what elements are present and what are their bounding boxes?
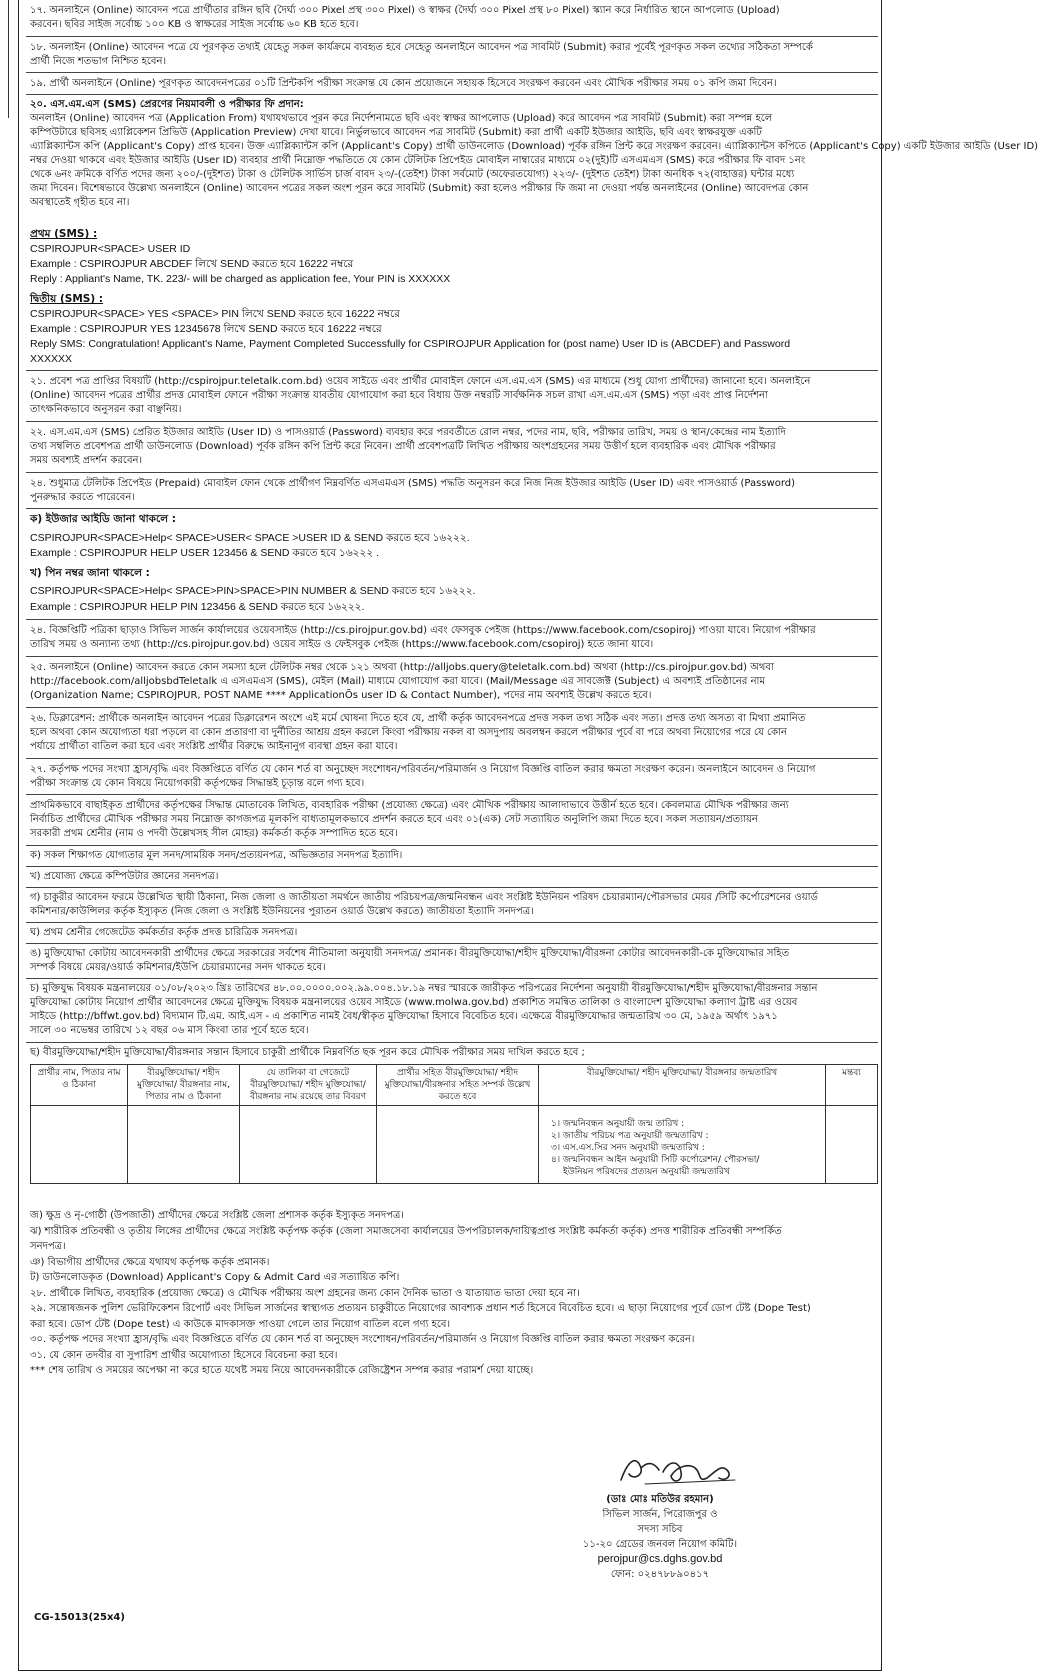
doc-item-ka: [30, 849, 876, 863]
signature-icon: [615, 1450, 755, 1490]
divider: [26, 36, 878, 37]
divider: [26, 922, 878, 923]
divider: [26, 619, 878, 620]
text-line: ক) সকল শিক্ষাগত যোগ্যতার মূল সনদ/সাময়িক সনদ/প্রত্যয়নপত্র, অভিজ্ঞতার সনদপত্র ইত্যাদি।: [30, 850, 403, 861]
divider: [26, 887, 878, 888]
item-19: [30, 77, 876, 91]
text-line: করবেন। ছবির সাইজ সর্বোচ্চ ১০০ KB ও স্বাক্ষরের সাইজ সর্বোচ্চ ৬০ KB হতে হবে।: [30, 19, 359, 30]
section-heading: ২০. এস.এম.এস (SMS) প্রেরণের নিয়মাবলী ও পরীক্ষার ফি প্রদান:: [30, 99, 304, 110]
doc-item-uma: [30, 947, 876, 975]
text-line: সালে ৩০ নভেম্বর তারিখে ১২ বছর ০৬ মাস কিংবা তার পূর্বে হতে হবে।: [30, 1025, 309, 1036]
divider: [26, 472, 878, 473]
text-line: ২১. প্রবেশ পত্র প্রাপ্তির বিষয়টি (http://cspirojpur.teletalk.com.bd) ওয়েব সাইডে এবং প্রার্থীর মোবাইল ফোনে এস.এম.এস (SMS) এর মাধ্যমে (শুধু যোগ্য প্রার্থীদের) জানানো হবে। অনলাইনে: [30, 376, 811, 387]
signature-block: [560, 1492, 760, 1582]
divider: [26, 656, 878, 657]
doc-item-kha: [30, 870, 876, 884]
text-line: প্রাথমিকভাবে বাছাইকৃত প্রার্থীদের কর্তৃপক্ষের সিদ্ধান্ত মোতাবেক লিখিত, ব্যবহারিক পরীক্ষা (প্রযোজ্য ক্ষেত্রে) এবং মৌখিক পরীক্ষায় আলাদাভাবে উত্তীর্ন হতে হবে। কেবলমাত্র মৌখিক পরীক্ষার জন্য: [30, 800, 789, 811]
text-line: ১৭. অনলাইনে (Online) আবেদন পত্রে প্রার্থীতার রঙ্গিন ছবি (দৈর্ঘ্য ৩০০ Pixel প্রস্থ ৩০০ Pixel) ও স্বাক্ষর (দৈর্ঘ্য ৩০০ Pixel প্রস্থ ৮০ Pixel) স্ক্যান করে নির্ধারিত স্থানে আপলোড (Upload): [30, 5, 780, 16]
item-21: [30, 375, 876, 417]
sms-format: CSPIROJPUR<SPACE> YES <SPACE> PIN লিখে SEND করতে হবে 16222 নম্বরে: [30, 308, 400, 320]
table-header: প্রার্থীর নাম, পিতার নাম ও ঠিকানা: [31, 1065, 128, 1106]
text-line: ৩১. যে কোন তদবীর বা সুপারিশ প্রার্থীর অযোগ্যতা হিসেবে বিবেচনা করা হবে।: [30, 1349, 338, 1361]
recovery-example: Example : CSPIROJPUR HELP PIN 123456 & SEND করতে হবে ১৬২২২.: [30, 600, 365, 613]
dob-item: ২। জাতীয় পরিচয় পত্র অনুযায়ী জন্মতারিখ :: [551, 1131, 709, 1141]
text-line: অবস্থাতেই গৃহীত হবে না।: [30, 197, 130, 208]
text-line: সম্পর্ক বিষয়ে মেয়র/ওয়ার্ড কমিশনার/ইউপি চেয়ারম্যানের সনদ থাকতে হবে।: [30, 962, 326, 973]
text-line: প্রার্থী নিজে শতভাগ নিশ্চিত হবেন।: [30, 56, 167, 67]
text-line: ১৯. প্রার্থী অনলাইনে (Online) পূরণকৃত আবেদনপত্রের ০১টি প্রিন্টকপি পরীক্ষা সংক্রান্ত যে কোন প্রয়োজনে সহায়ক হিসেবে সংরক্ষণ করবেন এবং মৌখিক পরীক্ষার সময় ০১ কপি জমা দিবেন।: [30, 78, 777, 89]
item-26: [30, 712, 876, 754]
table-header: মন্তব্য: [826, 1065, 878, 1106]
divider: [26, 72, 878, 73]
text-line: হলে অথবা কোন অযোগ্যতা ধরা পড়লে বা কোন প্রতারণা বা দুর্নীতির আশ্রয় গ্রহন করলে কিংবা পরীক্ষায় নকল বা অসদুপায় অবলম্বন করলে পরীক্ষার পূর্বে বা পরে অথবা নিয়োগের পরে যে কোন: [30, 727, 787, 738]
sms-example: Example : CSPIROJPUR YES 12345678 লিখে SEND করতে হবে 16222 নম্বরে: [30, 323, 382, 335]
sms-example: Example : CSPIROJPUR ABCDEF লিখে SEND করতে হবে 16222 নম্বরে: [30, 258, 354, 270]
text-line: অনলাইন (Online) আবেদন পত্র (Application From) যথাযথভাবে পূরন করে নির্দেশনামতে ছবি এবং স্বাক্ষর আপলোড (Upload) করে আবেদন পত্র সাবমিট (Submit) করা সম্পন্ন হলে: [30, 113, 773, 124]
text-line: তারিখ সময় ও অন্যান্য তথ্য (http://cs.pirojpur.gov.bd) ওয়েব সাইড ও ফেইসবুক পেইজ (https://www.facebook.com/csopiroj) হতে জানা যাবে।: [30, 639, 654, 650]
table-cell-empty: [31, 1106, 128, 1184]
table-cell-empty: [826, 1106, 878, 1184]
text-line: ঘ) প্রথম শ্রেনীর গেজেটেড কর্মকর্তার কর্তৃক প্রদত্ত চারিত্রিক সনদপত্র।: [30, 927, 298, 938]
item-17: [30, 4, 876, 32]
text-line: ২৭. কর্তৃপক্ষ পদের সংখ্যা হ্রাস/বৃদ্ধি এবং বিজ্ঞপ্তিতে বর্ণিত যে কোন শর্ত বা অনুচ্ছেদ সংশোধন/পরিবর্তন/পরিমার্জন ও নিয়োগ বিজ্ঞপ্তি বাতিল করার ক্ষমতা সংরক্ষণ করেন। অনলাইনে আবেদন ও নিয়োগ: [30, 764, 816, 775]
signatory-title: সিভিল সার্জন, পিরোজপুর ও: [602, 1509, 718, 1520]
text-line: ১৮. অনলাইন (Online) আবেদন পত্রে যে পূরণকৃত তথ্যই যেহেতু সকল কার্যক্রমে ব্যবহৃত হবে সেহেতু অনলাইনে আবেদন পত্র সাবমিট (Submit) করার পূর্বেই পূরণকৃত সকল তথ্যের সঠিকতা সম্পর্কে: [30, 42, 813, 53]
freedom-fighter-table: [30, 1064, 878, 1184]
recovery-instructions: [30, 512, 876, 615]
contact-phone: ফোন: ০২৪৭৮৮৯০৪১৭: [610, 1569, 710, 1580]
text-line: তাৎক্ষনিকভাবে অনুসরন করা বাঞ্ছনিয়।: [30, 404, 182, 415]
recovery-heading: খ) পিন নম্বর জানা থাকলে :: [30, 566, 150, 579]
text-line: ঙ) মুক্তিযোদ্ধা কোটায় আবেদনকারী প্রার্থীদের ক্ষেত্রে সরকারের সর্বশেষ নীতিমালা অনুযায়ী সনদপত্র/ প্রমানক। বীরমুক্তিযোদ্ধা/শহীদ মুক্তিযোদ্ধা/বীরঙ্গনা কোটার আবেদনকারী-কে মুক্তিযোদ্ধার সহিত: [30, 948, 790, 959]
signatory-name: (ডাঃ মোঃ মতিউর রহমান): [606, 1494, 714, 1505]
divider: [26, 845, 878, 846]
text-line: করা হবে। ডোপ টেষ্ট (Dope test) এ কাউকে মাদকাসক্ত পাওয়া গেলে তার নিয়োগ বাতিল বলে গণ্য হবে।: [30, 1318, 451, 1330]
divider: [26, 943, 878, 944]
text-line: ২৪. বিজ্ঞপ্তিটি পত্রিকা ছাড়াও সিভিল সার্জন কার্যালয়ের ওয়েবসাইড (http://cs.pirojpur.gov.bd) এবং ফেসবুক পেইজ (https://www.facebook.com/csopiroj) পাওয়া যাবে। নিয়োগ পরীক্ষার: [30, 625, 816, 636]
text-line: থেকে ৬নং ক্রমিকে বর্ণিত পদের জন্য ২০০/-(দুইশত) টাকা ও টেলিটক সার্ভিস চার্জ বাবদ ২৩/-(তেইশ) টাকা সর্বমোট (অফেরতযোগ্য) ২২৩/- (দুইশত তেইশ) টাকা অনধিক ৭২(বাহাত্তর) ঘন্টার মধ্যে: [30, 169, 795, 180]
table-header: যে তালিকা বা গেজেটে বীরমুক্তিযোদ্ধা/ শহীদ মুক্তিযোদ্ধা/ বীরঙ্গনার নাম রয়েছে তার বিবরণ: [240, 1065, 377, 1106]
sms-first: [30, 227, 876, 287]
item-22: [30, 426, 876, 468]
text-line: জমা দিবেন। বিশেষভাবে উল্লেখ্য অনলাইনে (Online) আবেদন পত্রের সকল অংশ পূরন করে সাবমিট (Submit) করা হলেও পরীক্ষার ফি জমা না দেওয়া পর্যন্ত অনলাইনের (Online) আবেদপত্র কোন: [30, 183, 809, 194]
text-line: কমিশনার/কাউন্সিলর কর্তৃক ইস্যুকৃত (নিজ জেলা ও সংশ্লিষ্ট ইউনিয়নের পুরাতন ওয়ার্ড উল্লেখ করতে) জাতীয়তা ইত্যাদি সনদপত্র।: [30, 906, 534, 917]
text-line: পরীক্ষা সংক্রান্ত যে কোন বিষয়ে নিয়োগকারী কর্তৃপক্ষের সিদ্ধান্তই চূড়ান্ত বলে গণ্য হবে।: [30, 778, 365, 789]
table-row: [31, 1106, 878, 1184]
sms-second: [30, 292, 876, 367]
text-line: ছ) বীরমুক্তিযোদ্ধা/শহীদ মুক্তিযোদ্ধা/বীরঙ্গনার সন্তান হিসাবে চাকুরী প্রার্থীকে নিম্নবর্ণিত ছক পূরন করে মৌখিক পরীক্ষার সময় দাখিল করতে হবে ;: [30, 1047, 585, 1058]
divider: [26, 1042, 878, 1043]
text-line: জ) ক্ষুদ্র ও নৃ-গোষ্ঠী (উপজাতী) প্রার্থীদের ক্ষেত্রে সংশ্লিষ্ট জেলা প্রশাসক কর্তৃক ইস্যুকৃত সনদপত্র।: [30, 1210, 404, 1221]
contact-email: perojpur@cs.dghs.gov.bd: [597, 1553, 723, 1565]
table-header: প্রার্থীর সহিত বীরমুক্তিযোদ্ধা/ শহীদ মুক্তিযোদ্ধা/বীরঙ্গনার সহিত সম্পর্ক উল্লেখ করতে হবে: [377, 1065, 539, 1106]
text-line: সনদপত্র।: [30, 1241, 66, 1252]
item-24-website: [30, 624, 876, 652]
sms-reply: Reply : Appliant's Name, TK. 223/- will be charged as application fee, Your PIN is XXXXXX: [30, 273, 451, 285]
text-line: (Organization Name; CSPIROJPUR, POST NAME **** ApplicationÕs user ID & Contact Number), পদের নাম অবশ্যই উল্লেখ করতে হবে।: [30, 690, 652, 701]
text-line: পর্যায়ে প্রার্থীতা বাতিল করা হবে এবং সংশ্লিষ্ট প্রার্থীর বিরুদ্ধে আইনানুগ ব্যবস্থা গ্রহন করা যাবে।: [30, 741, 398, 752]
text-line: নির্বাচিত প্রার্থীদের মৌখিক পরীক্ষার সময় নিম্নোক্ত কাগজপত্র মূলকপি বাধ্যতামূলকভাবে প্রদর্শন করতে হবে এবং ০১(এক) সেট সত্যায়িত অনুলিপি জমা দিতে হবে। সকল সত্যায়ন/প্রত্যায়ন: [30, 814, 758, 825]
text-line: ২৪. শুধুমাত্র টেলিটক প্রিপেইড (Prepaid) মোবাইল ফোন থেকে প্রার্থীগণ নিম্নবর্ণিত এসএমএস (SMS) পদ্ধতি অনুসরন করে নিজ নিজ ইউজার আইডি (User ID) এবং পাসওয়ার্ড (Password): [30, 478, 796, 489]
text-line: ২৬. ডিক্লারেশন: প্রার্থীকে অনলাইন আবেদন পত্রের ডিক্লারেশন অংশে এই মর্মে ঘোষনা দিতে হবে যে, প্রার্থী কর্তৃক আবেদনপত্রে প্রদত্ত সকল তথ্য সঠিক এবং সত্য। প্রদত্ত তথ্য অসত্য বা মিথ্যা প্রমানিত: [30, 713, 806, 724]
divider: [26, 421, 878, 422]
table-header-row: [31, 1065, 878, 1106]
table-cell-empty: [128, 1106, 240, 1184]
text-line: ঝ) শারীরিক প্রতিবন্ধী ও তৃতীয় লিঙ্গের প্রার্থীদের ক্ষেত্রে সংশ্লিষ্ট কর্তৃপক্ষ কর্তৃক (জেলা সমাজসেবা কার্যালয়ের উপপরিচালক/দায়িত্বপ্রাপ্ত সংশ্লিষ্ট কর্মকর্তা কর্তৃক) প্রদত্ত শারীরিক প্রতিবন্ধী সম্পর্কিত: [30, 1225, 782, 1237]
dob-item: ইউনিয়ন পরিষদের প্রত্যয়ন অনুযায়ী জন্মতারিখ: [563, 1167, 730, 1177]
sms-heading: প্রথম (SMS) :: [30, 228, 98, 240]
text-line: http://facebook.com/alljobsbdTeletalk এ এসএমএস (SMS), মেইল (Mail) মাধ্যমে যোগাযোগ করা যাবে। (Mail/Message এর সাবজেক্ট (Subject) এ অবশ্যই প্রতিষ্ঠানের নাম: [30, 676, 765, 687]
text-line: নম্বর দেওয়া থাকবে এবং ইউজার আইডি (User ID) ব্যবহার প্রার্থী নিম্নোক্ত পদ্ধতিতে যে কোন টেলিটক প্রিপেইড মোবাইল নাম্বারের মাধ্যমে ০২(দুই)টি এসএমএস (SMS) করে পরীক্ষার ফি বাবদ ১নং: [30, 155, 806, 166]
table-header: বীরমুক্তিযোদ্ধা/ শহীদ মুক্তিযোদ্ধা/ বীরঙ্গনার নাম, পিতার নাম ও ঠিকানা: [128, 1065, 240, 1106]
recovery-format: CSPIROJPUR<SPACE>Help< SPACE>USER< SPACE >USER ID & SEND করতে হবে ১৬২২২.: [30, 531, 470, 544]
doc-item-ga: [30, 891, 876, 919]
doc-item-chha: [30, 1046, 876, 1060]
divider: [26, 370, 878, 371]
text-line: সরকারী প্রথম শ্রেনীর (নাম ও পদবী উল্লেখসহ সীল মোহর) কর্মকর্তা কর্তৃক সম্পাদিত হতে হবে।: [30, 828, 398, 839]
recovery-format: CSPIROJPUR<SPACE>Help< SPACE>PIN>SPACE>PIN NUMBER & SEND করতে হবে ১৬২২২.: [30, 585, 476, 597]
text-line: তথ্য সম্বলিত প্রবেশপত্র প্রার্থী ডাউনলোড (Download) পূর্বক রঙ্গিন কপি প্রিন্ট করে নিবেন। প্রার্থী প্রবেশপত্রটি লিখিত পরীক্ষায় অংশগ্রহনের সময় উত্তীর্ণ হলে ব্যবহারিক এবং মৌখিক পরীক্ষার: [30, 441, 776, 452]
sms-heading: দ্বিতীয় (SMS) :: [30, 293, 103, 305]
recovery-example: Example : CSPIROJPUR HELP USER 123456 & SEND করতে হবে ১৬২২২ .: [30, 547, 379, 559]
sms-format: CSPIROJPUR<SPACE> USER ID: [30, 243, 191, 255]
footer-code: CG-15013(25x4): [34, 1612, 125, 1623]
divider: [26, 978, 878, 979]
margin-line: [8, 0, 9, 118]
item-24-prepaid: [30, 477, 876, 505]
divider: [26, 508, 878, 509]
sms-reply: Reply SMS: Congratulation! Applicant's Name, Payment Completed Successfully for CSPIROJPUR Application for (post name) User ID is (ABCDEF) and Password: [30, 338, 791, 350]
item-25: [30, 661, 876, 703]
selection-paragraph: [30, 799, 876, 841]
item-20: [30, 98, 1038, 210]
text-line: (Online) আবেদন পত্রের প্রার্থীর প্রদত্ত মোবাইল ফোনে পরীক্ষা সংক্রান্ত যাবতীয় যোগাযোগ করা হবে বিধায় উক্ত নম্বরটি সার্বক্ষনিক সচল রাখা এস.এম.এস (SMS) পড়া এবং প্রাপ্ত নির্দেশনা: [30, 390, 768, 401]
text-line: *** শেষ তারিখ ও সময়ের অপেক্ষা না করে হাতে যথেষ্ট সময় নিয়ে আবেদনকারীকে রেজিষ্ট্রেশন সম্পন্ন করার পরামর্শ দেয়া যাচ্ছে।: [30, 1365, 534, 1376]
text-line: ২৯. সন্তোষজনক পুলিশ ভেরিফিকেশন রিপোর্ট এবং সিভিল সার্জনের স্বাস্থ্যগত প্রত্যয়ন চাকুরীতে নিয়োগের আবশ্যক প্রধান শর্ত হিসেবে বিবেচিত হবে। এ ছাড়া নিয়োগের পূর্বে ডোপ টেষ্ট (Dope Test): [30, 1303, 811, 1314]
text-line: গ) চাকুরীর আবেদন ফরমে উল্লেখিত স্থায়ী ঠিকানা, নিজ জেলা ও জাতীয়তা সমর্থনে জাতীয় পরিচয়পত্র/জন্মনিবন্ধন এবং সংশ্লিষ্ট ইউনিয়ন পরিষদ চেয়ারম্যান/পৌরসভার মেয়র /সিটি কর্পোরেশনের ওয়ার্ড: [30, 892, 818, 903]
divider: [26, 707, 878, 708]
text-line: সাইডে (http://bffwt.gov.bd) বিদ্যমান টি.এম. আই.এস - এ প্রকাশিত নামই বৈধ/স্বীকৃত মুক্তিযোদ্ধা হিসাবে বিবেচিত হবে। এক্ষেত্রে বীরমুক্তিযোদ্ধার জন্মতারিখ ৩০ মে, ১৯৫৯ অর্থাৎ ১৯৭১: [30, 1011, 778, 1022]
recovery-heading: ক) ইউজার আইডি জানা থাকলে :: [30, 513, 176, 525]
dob-item: ৪। জন্মনিবন্ধন আইন অনুযায়ী সিটি কর্পোরেশন/ পৌরসভা/: [551, 1155, 760, 1165]
text-line: সময় অবশ্যই প্রদর্শন করবেন।: [30, 455, 143, 466]
text-line: পুনরুদ্ধার করতে পারেবেন।: [30, 492, 135, 503]
item-18: [30, 41, 876, 69]
item-27: [30, 763, 876, 791]
sms-reply: XXXXXX: [30, 353, 73, 365]
dob-list: [539, 1106, 826, 1184]
divider: [26, 866, 878, 867]
doc-item-cha: [30, 982, 876, 1038]
table-cell-empty: [377, 1106, 539, 1184]
text-line: ২৫. অনলাইনে (Online) আবেদন করতে কোন সমস্যা হলে টেলিটক নম্বর থেকে ১২১ অথবা (http://alljobs.query@teletalk.com.bd) অথবা (http://cs.pirojpur.gov.bd) অথবা: [30, 662, 774, 673]
text-line: ২২. এস.এম.এস (SMS) প্রেরিত ইউজার আইডি (User ID) ও পাসওয়ার্ড (Password) ব্যবহার করে পরবর্তীতে রোল নম্বর, পদের নাম, ছবি, পরীক্ষার তারিখ, সময় ও স্থান/কেন্দ্রের নাম ইত্যাদি: [30, 427, 786, 438]
doc-item-gha: [30, 926, 876, 940]
text-line: খ) প্রযোজ্য ক্ষেত্রে কম্পিউটার জ্ঞানের সনদপত্র।: [30, 871, 219, 882]
divider: [26, 758, 878, 759]
remaining-items: [30, 1208, 876, 1379]
text-line: ৩০. কর্তৃপক্ষ পদের সংখ্যা হ্রাস/বৃদ্ধি এবং বিজ্ঞপ্তিতে বর্ণিত যে কোন শর্ত বা অনুচ্ছেদ সংশোধন/পরিবর্তন/পরিমার্জন ও নিয়োগ বিজ্ঞপ্তি বাতিল করার ক্ষমতা সংরক্ষণ করেন।: [30, 1334, 695, 1345]
text-line: কম্পিউটারে ছবিসহ এ্যাপ্লিকেশন প্রিভিউ (Application Preview) দেখা যাবে। নির্ভুলভাবে আবেদন পত্র সাবমিট (Submit) করা প্রার্থী একটি ইউজার আইডি, ছবি এবং স্বাক্ষরযুক্ত একটি: [30, 127, 762, 138]
text-line: চ) মুক্তিযুদ্ধ বিষয়ক মন্ত্রনালয়ের ০১/০৮/২০২৩ খ্রিঃ তারিখের ৪৮.০০.০০০০.০০২.৯৯.০০৪.১৮.১৯ নম্বর স্মারকে জারীকৃত পরিপত্রের নির্দেশনা অনুযায়ী বীরমুক্তিযোদ্ধা/শহীদ মুক্তিযোদ্ধা/বীরঙ্গনার সন্তান: [30, 983, 818, 994]
text-line: এ্যাপ্লিক্যান্টস কপি (Applicant's Copy) প্রাপ্ত হবেন। উক্ত এ্যাপ্লিক্যান্টস কপি (Applicant's Copy) প্রার্থী ডাউনলোড (Download) পূর্বক রঙ্গিন প্রিন্ট করে সংরক্ষণ করবেন। এ্যাপ্লিক্যান্টস কপিতে (Applicant's Copy) একটি ইউজার আইডি (User ID): [30, 141, 1038, 152]
dob-item: ১। জন্মনিবন্ধন অনুযায়ী জন্ম তারিখ :: [551, 1119, 685, 1129]
table-cell-empty: [240, 1106, 377, 1184]
dob-item: ৩। এস.এস.সির সনদ অনুযায়ী জন্মতারিখ :: [551, 1143, 705, 1153]
text-line: ট) ডাউনলোডকৃত (Download) Applicant's Copy & Admit Card এর সত্যায়িত কপি।: [30, 1272, 400, 1283]
text-line: মুক্তিযোদ্ধা কোটায় নিয়োগ প্রার্থীর আবেদনের ক্ষেত্রে মুক্তিযুদ্ধ বিষয়ক মন্ত্রনালয়ের ওয়েব সাইডে (www.molwa.gov.bd) প্রকাশিত সমন্বিত তালিকা ও বাংলাদেশ মুক্তিযোদ্ধা কল্যাণ ট্রাষ্ট এর ওয়েব: [30, 997, 798, 1008]
text-line: ২৮. প্রার্থীকে লিখিত, ব্যবহারিক (প্রয়োজ্য ক্ষেত্রে) ও মৌখিক পরীক্ষায় অংশ গ্রহনের জন্য কোন দৈনিক ভাতা ও যাতায়াত ভাতা দেয়া হবে না।: [30, 1287, 580, 1299]
committee-name: ১১-২০ গ্রেডের জনবল নিয়োগ কমিটি।: [582, 1539, 738, 1550]
text-line: ঞ) বিভাগীয় প্রার্থীদের ক্ষেত্রে যথাযথ কর্তৃপক্ষ কর্তৃক প্রমানক।: [30, 1256, 270, 1268]
table-header: বীরমুক্তিযোদ্ধা/ শহীদ মুক্তিযোদ্ধা/ বীরঙ্গনার জন্মতারিখ: [539, 1065, 826, 1106]
divider: [26, 794, 878, 795]
signatory-role: সদস্য সচিব: [637, 1524, 683, 1535]
divider: [26, 94, 878, 95]
